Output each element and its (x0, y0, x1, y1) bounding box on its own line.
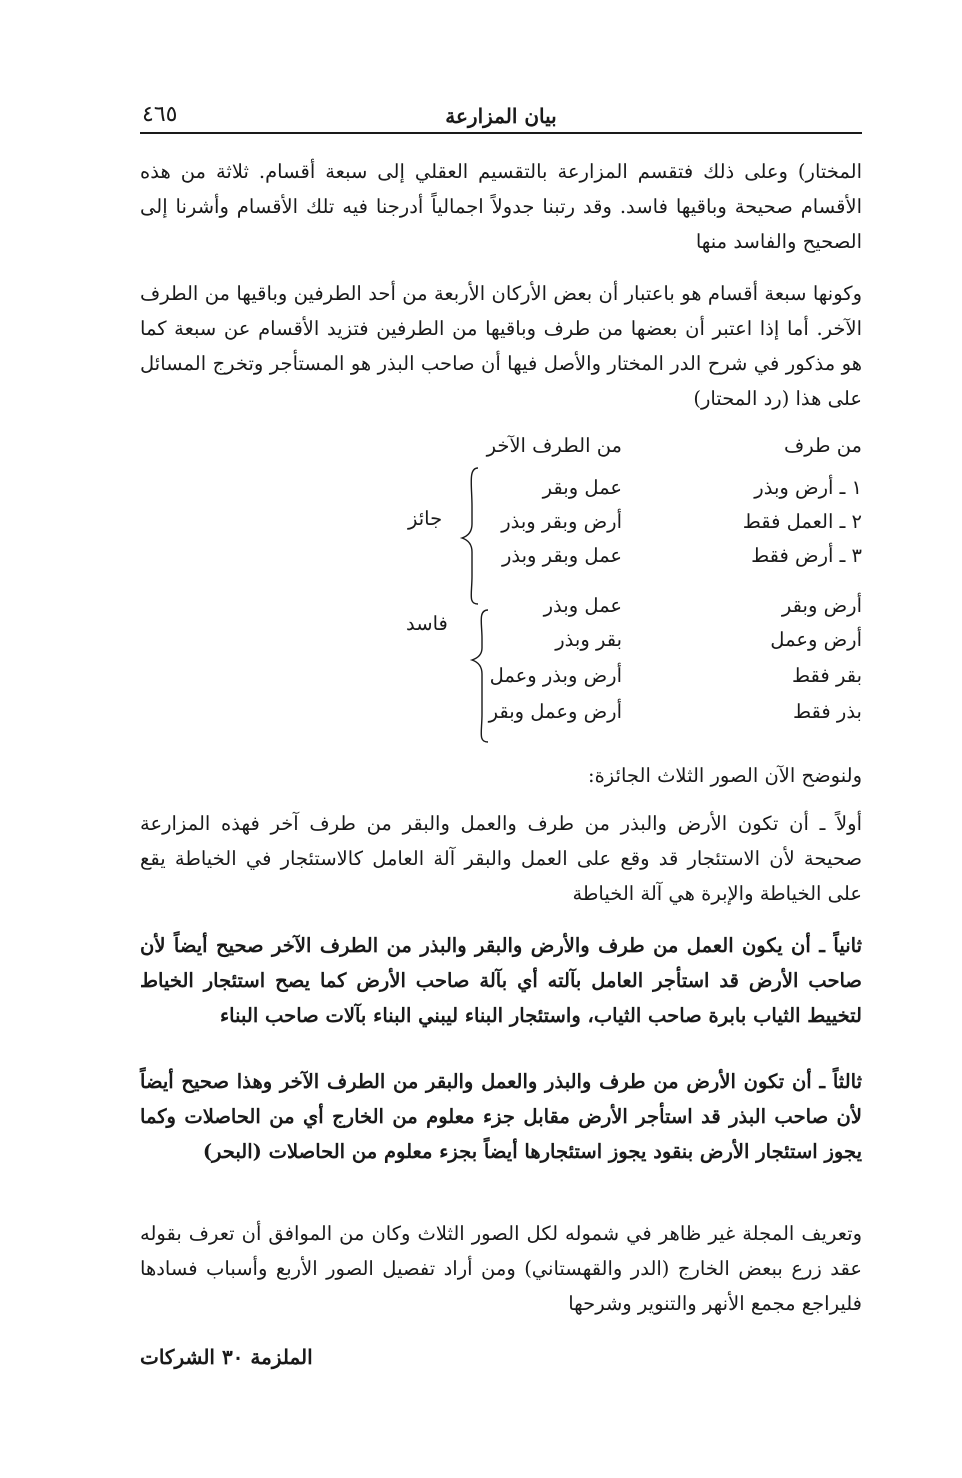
explanation-1: أولاً ـ أن تكون الأرض والبذر من طرف والعمل والبقر من طرف آخر فهذه المزارعة صحيحة لأن الاستئجار قد وقع على العمل والبقر آلة العامل كالاستئجار في الخياطة يقع على الخياطة والإبرة هي آلة الخياطة (140, 812, 862, 905)
table-row-invalid-from: بقر فقط (792, 664, 862, 687)
intro-line: ولنوضح الآن الصور الثلاث الجائزة: (588, 764, 862, 787)
table-row-valid-from: ٣ ـ أرض فقط (751, 544, 862, 567)
table-row-valid-other: عمل وبقر (542, 476, 622, 499)
valid-brace (450, 466, 490, 606)
table-header-from: من طرف (784, 434, 862, 457)
table-row-invalid-from: أرض وبقر (781, 594, 862, 617)
table-row-invalid-from: أرض وعمل (770, 628, 862, 651)
paragraph-2: وكونها سبعة أقسام هو باعتبار أن بعض الأركان الأربعة من أحد الطرفين وباقيها من الطرف الآخر. أما إذا اعتبر أن بعضها من طرف وباقيها من الطرفين فتزيد الأقسام عن سبعة كما هو مذكور في شرح الدر المختار والأصل فيها أن صاحب البذر هو المستأجر وتخرج المسائل على هذا (رد المحتار) (140, 282, 862, 410)
explanation-2: ثانياً ـ أن يكون العمل من طرف والأرض والبقر والبذر من الطرف الآخر صحيح أيضاً لأن صاحب الأرض قد استأجر العامل بآلته أي بآلة صاحب الأرض كما يصح استئجار الخياط لتخييط الثياب بابرة صاحب الثياب، واستئجار البناء ليبني البناء بآلات صاحب البناء (140, 934, 862, 1027)
explanation-4: وتعريف المجلة غير ظاهر في شموله لكل الصور الثلاث وكان من الموافق أن تعرف بقوله عقد زرع ببعض الخارج (الدر والقهستاني) ومن أراد تفصيل الصور الأربع وأسباب فسادها فليراجع مجمع الأنهر والتنوير وشرحها (140, 1222, 862, 1315)
explanation-3: ثالثاً ـ أن تكون الأرض من طرف والبذر والعمل والبقر من الطرف الآخر وهذا صحيح أيضاً لأن صاحب البذر قد استأجر الأرض مقابل جزء معلوم من الخارج أي من الحاصلات وكما يجوز استئجار الأرض بنقود يجوز استئجارها أيضاً بجزء معلوم من الحاصلات (البحر) (140, 1070, 862, 1163)
invalid-brace (458, 608, 498, 744)
footer-signature: الملزمة ٣٠ الشركات (140, 1345, 313, 1369)
chapter-title: بيان المزارعة (445, 104, 557, 128)
page-number: ٤٦٥ (142, 102, 178, 127)
paragraph-1: المختار) وعلى ذلك فتقسم المزارعة بالتقسيم العقلي إلى سبعة أقسام. ثلاثة من هذه الأقسام صحيحة وباقيها فاسد. وقد رتبنا جدولاً اجمالياً أدرجنا فيه تلك الأقسام وأشرنا إلى الصحيح والفاسد منها (140, 160, 862, 253)
table-row-invalid-other: بقر وبذر (555, 628, 622, 651)
table-row-invalid-other: عمل وبذر (543, 594, 622, 617)
table-row-valid-from: ٢ ـ العمل فقط (742, 510, 862, 533)
valid-label: جائز (408, 507, 443, 530)
table-row-invalid-from: بذر فقط (793, 700, 862, 723)
table-row-valid-other: عمل وبقر وبذر (501, 544, 622, 567)
table-row-invalid-other: أرض وبذر وعمل (489, 664, 622, 687)
invalid-label: فاسد (406, 612, 448, 635)
table-header-other: من الطرف الآخر (486, 434, 622, 457)
table-row-invalid-other: أرض وعمل وبقر (488, 700, 622, 723)
table-row-valid-from: ١ ـ أرض وبذر (754, 476, 862, 499)
table-row-valid-other: أرض وبقر وبذر (501, 510, 622, 533)
